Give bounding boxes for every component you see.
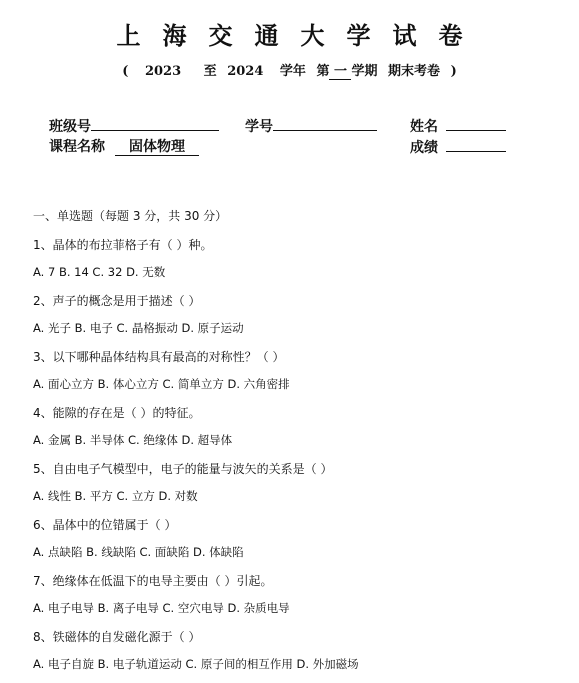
year-word: 学年 [279,64,306,79]
name-blank [446,115,506,131]
student-id-blank [273,115,377,131]
question-stem: 4、能隙的存在是（ ）的特征。 [33,406,201,420]
question-stem: 3、以下哪种晶体结构具有最高的对称性？（ ） [33,350,285,364]
student-id-label: 学号 [245,119,273,135]
year-end: 2024 [227,64,264,79]
student-id-field [245,115,377,136]
question-options: A. 金属 B. 半导体 C. 绝缘体 D. 超导体 [33,433,233,447]
question-options: A. 光子 B. 电子 C. 晶格振动 D. 原子运动 [33,321,244,335]
question-stem: 6、晶体中的位错属于（ ） [33,518,177,532]
term-word: 学期 [351,64,378,79]
exam-subtitle [0,60,579,80]
question-options: A. 电子自旋 B. 电子轨道运动 C. 原子间的相互作用 D. 外加磁场 [33,657,359,671]
question-options: A. 电子电导 B. 离子电导 C. 空穴电导 D. 杂质电导 [33,601,290,615]
section-heading: 一、单选题（每题 3 分，共 30 分） [33,209,228,223]
question-stem: 1、晶体的布拉菲格子有（ ）种。 [33,238,213,252]
question-options: A. 线性 B. 平方 C. 立方 D. 对数 [33,489,198,503]
question-stem: 8、铁磁体的自发磁化源于（ ） [33,630,201,644]
course-value: 固体物理 [115,140,199,156]
term-number: 一 [329,65,351,80]
class-blank [91,115,219,131]
question-stem: 2、声子的概念是用于描述（ ） [33,294,201,308]
score-label: 成绩 [410,140,438,156]
year-start: 2023 [144,64,182,79]
di-label: 第 [316,64,330,79]
question-stem: 7、绝缘体在低温下的电导主要由（ ）引起。 [33,574,273,588]
class-label: 班级号 [49,119,91,135]
question-options: A. 点缺陷 B. 线缺陷 C. 面缺陷 D. 体缺陷 [33,545,244,559]
name-field [410,115,506,136]
close-paren: ) [450,64,457,79]
question-options: A. 7 B. 14 C. 32 D. 无数 [33,265,166,279]
score-field [410,136,506,157]
score-blank [446,136,506,152]
year-to: 至 [203,64,217,79]
class-field [49,115,219,136]
open-paren: ( [122,64,129,79]
course-field [49,136,199,156]
course-label: 课程名称 [49,139,105,155]
exam-type: 期末考卷 [388,64,441,79]
question-options: A. 面心立方 B. 体心立方 C. 简单立方 D. 六角密排 [33,377,290,391]
name-label: 姓名 [410,119,438,135]
exam-title: 上海交通大学试卷 [116,21,485,50]
question-stem: 5、自由电子气模型中，电子的能量与波矢的关系是（ ） [33,462,333,476]
